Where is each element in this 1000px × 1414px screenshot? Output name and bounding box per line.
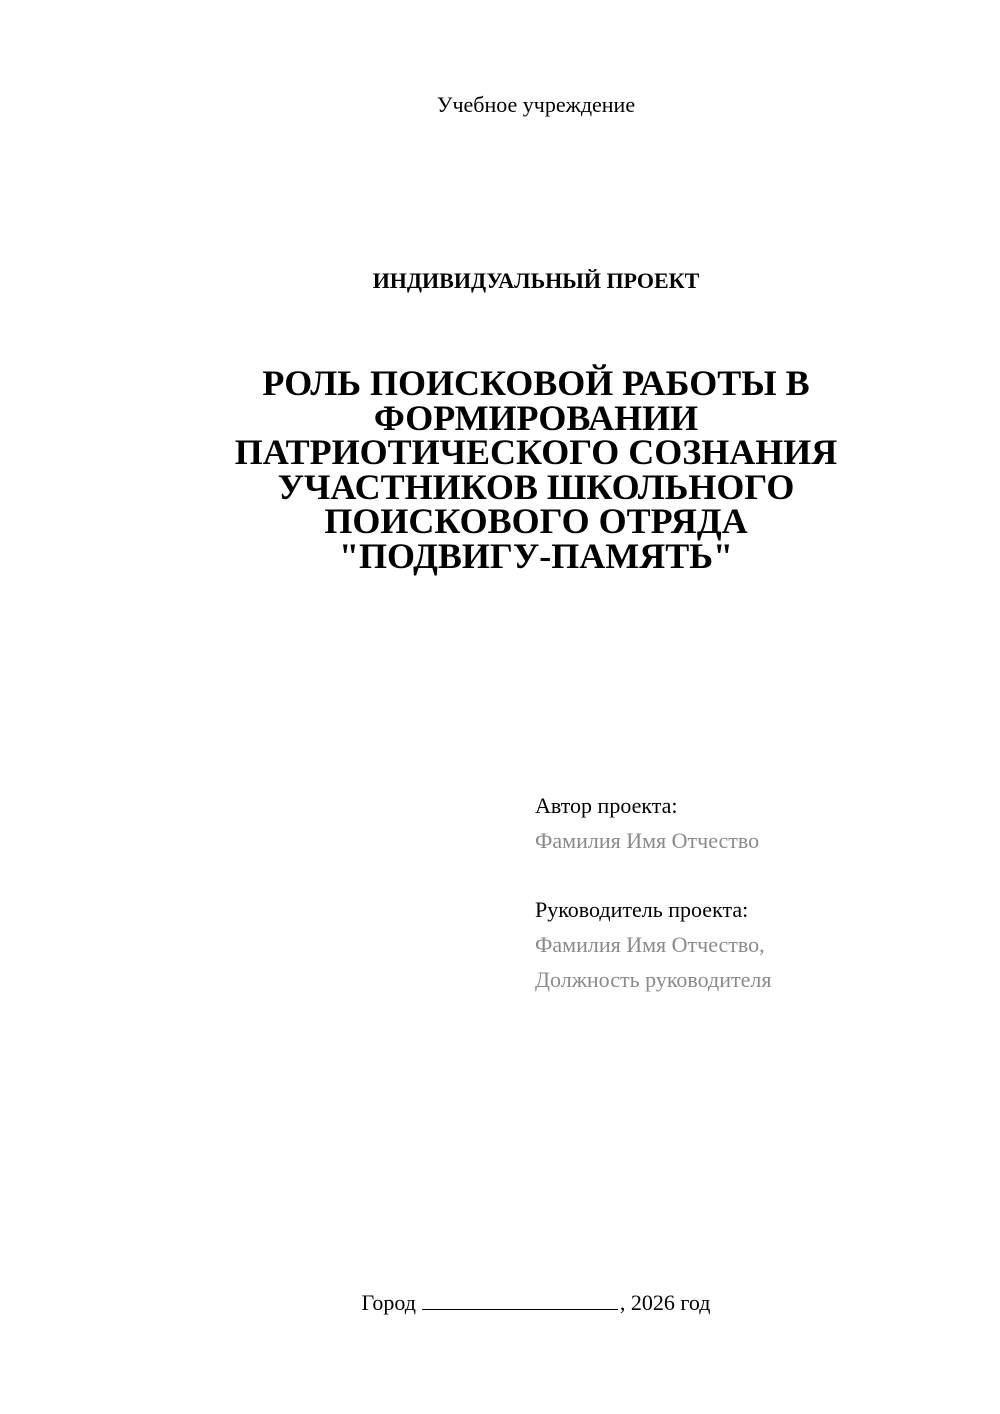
footer-city-year	[0, 1288, 1000, 1318]
city-label: Город	[361, 1290, 416, 1315]
spacer	[535, 858, 955, 892]
supervisor-name-placeholder: Фамилия Имя Отчество,	[535, 932, 765, 957]
author-name-placeholder: Фамилия Имя Отчество	[535, 828, 760, 853]
document-type: ИНДИВИДУАЛЬНЫЙ ПРОЕКТ	[372, 268, 700, 293]
credits-block	[535, 788, 955, 997]
city-blank-line	[422, 1289, 618, 1310]
supervisor-label: Руководитель проекта:	[535, 897, 749, 922]
supervisor-position-placeholder: Должность руководителя	[535, 967, 772, 992]
author-label: Автор проекта:	[535, 793, 678, 818]
title-line: РОЛЬ ПОИСКОВОЙ РАБОТЫ В	[262, 363, 810, 403]
title-line: УЧАСТНИКОВ ШКОЛЬНОГО	[277, 466, 795, 507]
institution-name: Учебное учреждение	[436, 92, 636, 117]
title-line: ПОИСКОВОГО ОТРЯДА	[324, 501, 748, 541]
year-text: , 2026 год	[619, 1290, 711, 1315]
title-line: "ПОДВИГУ-ПАМЯТЬ"	[338, 535, 734, 576]
title-line: ФОРМИРОВАНИИ	[373, 397, 699, 438]
project-title	[160, 363, 912, 576]
title-line: ПАТРИОТИЧЕСКОГО СОЗНАНИЯ	[234, 432, 838, 472]
